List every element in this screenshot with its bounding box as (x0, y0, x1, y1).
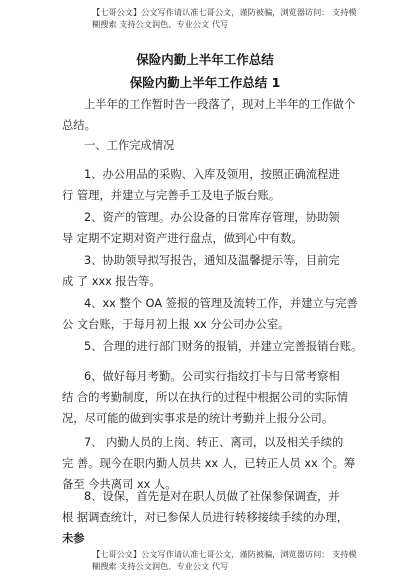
paragraph-item-2 (62, 207, 362, 249)
paragraph-line: 7、 内勤人员的上岗、转正、离司，以及相关手续的 (84, 436, 344, 449)
paragraph-line: 3、协助领导拟写报告，通知及温馨提示等，目前完 (84, 254, 340, 267)
paragraph-line: 结 合的考勤制度，所以在执行的过程中根据公司的实际情 (62, 391, 349, 404)
section-title: 保险内勤上半年工作总结 1 (129, 75, 281, 90)
paragraph-line: 成 了 xxx 报告等。 (62, 275, 161, 288)
paragraph-line: 一、工作完成情况 (84, 139, 175, 152)
paragraph-intro (62, 94, 362, 136)
paragraph-item-1 (62, 164, 362, 206)
paragraph-line: 1、办公用品的采购、入库及领用，按照正确流程进 (84, 168, 340, 181)
paragraph-item-3 (62, 250, 362, 292)
paragraph-line: 5、合理的进行部门财务的报销，并建立完善报销台账。 (84, 340, 363, 353)
paragraph-item-4 (62, 293, 362, 335)
header-line-2: 糊搜索 支持公文润色、专业公文 代写 (92, 19, 229, 29)
paragraph-line: 完 善。现今在职内勤人员共 xx 人，已转正人员 xx 个。筹 (62, 457, 356, 470)
page-footer-watermark (92, 548, 357, 572)
paragraph-item-6 (62, 366, 362, 429)
paragraph-line: 根 据调查统计，对已参保人员进行转移接续手续的办理， (62, 511, 349, 524)
paragraph-line: 未参 (62, 532, 85, 545)
paragraph-line: 4、xx 整个 OA 签报的管理及流转工作，并建立与完善 (84, 297, 358, 310)
paragraph-line: 2、资产的管理。办公设备的日常库存管理，协助领 (84, 211, 340, 224)
document-title: 保险内勤上半年工作总结 (136, 52, 274, 67)
paragraph-heading (62, 135, 362, 156)
paragraph-item-5 (62, 336, 362, 357)
paragraph-item-8 (62, 486, 362, 549)
page-header-watermark (92, 6, 357, 30)
paragraph-line: 总结。 (62, 119, 96, 132)
paragraph-line: 8、设保，首先是对在职人员做了社保参保调查，并 (84, 490, 340, 503)
header-line-1: 【七哥公文】公文写作请认准七哥公文，谨防被骗，浏览器访问： 支持模 (92, 7, 357, 17)
paragraph-line: 行 管理，并建立与完善手工及电子版台账。 (62, 189, 281, 202)
paragraph-line: 况，尽可能的做到实事求是的统计考勤并上报分公司。 (62, 412, 334, 425)
paragraph-line: 上半年的工作暂时告一段落了，现对上半年的工作做个 (84, 98, 356, 111)
paragraph-line: 导 定期不定期对资产进行盘点，做到心中有数。 (62, 232, 303, 245)
paragraph-line: 6、做好每月考勤。公司实行指纹打卡与日常考察相 (84, 370, 340, 383)
footer-line-2: 糊搜索 支持公文润色、专业公文 代写 (92, 561, 229, 571)
footer-line-1: 【七哥公文】公文写作请认准七哥公文，谨防被骗，浏览器访问： 支持模 (92, 549, 357, 559)
paragraph-line: 公 文台账，于每月初上报 xx 分公司办公室。 (62, 318, 290, 331)
paragraph-line: 备至 今共离司 xx 人。 (62, 478, 177, 491)
